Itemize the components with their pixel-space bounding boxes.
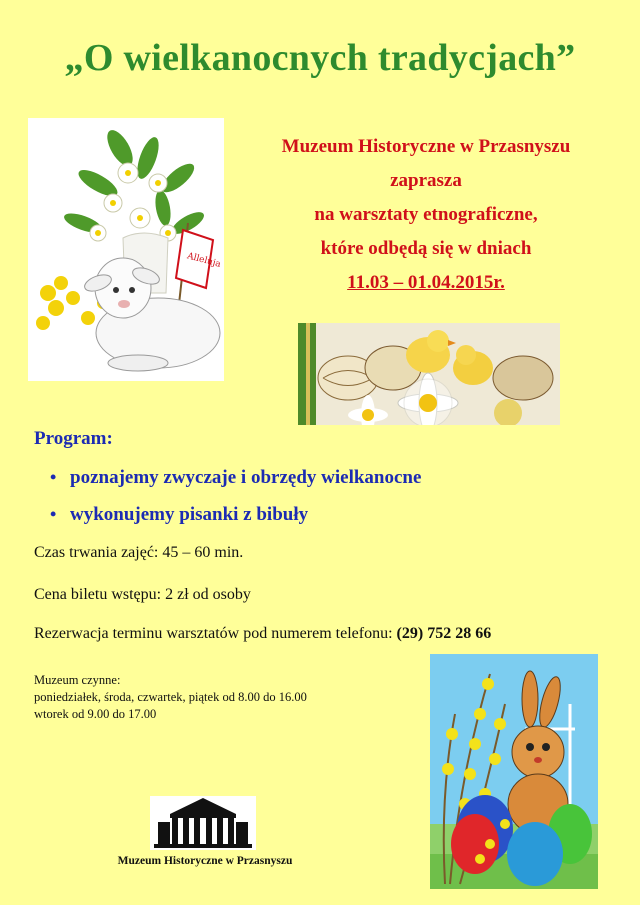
reservation-label: Rezerwacja terminu warsztatów pod numerem telefonu:: [34, 625, 393, 642]
program-item: • wykonujemy pisanki z bibuły: [50, 499, 421, 536]
invitation-line-workshops: na warsztaty etnograficzne,: [314, 204, 538, 225]
bunny-illustration: [430, 654, 598, 889]
opening-hours: [34, 672, 307, 723]
phone-number: (29) 752 28 66: [396, 625, 492, 642]
lamb-illustration: [28, 118, 224, 381]
program-list: [50, 462, 421, 536]
hours-heading: Muzeum czynne:: [34, 673, 121, 687]
invitation-dates: 11.03 – 01.04.2015r.: [347, 272, 505, 293]
program-item: • poznajemy zwyczaje i obrzędy wielkanocne: [50, 462, 421, 499]
invitation-block: [226, 130, 626, 300]
hours-line: poniedziałek, środa, czwartek, piątek od 8.00 do 16.00: [34, 690, 307, 704]
program-heading: Program:: [34, 428, 113, 449]
chicks-eggs-photo: [298, 323, 560, 425]
invitation-line-museum: Muzeum Historyczne w Przasnyszu: [281, 136, 571, 157]
museum-logo: [150, 796, 256, 850]
invitation-line-when: które odbędą się w dniach: [320, 238, 532, 259]
logo-caption: Muzeum Historyczne w Przasnyszu: [117, 855, 293, 867]
banner-text: Alleluja: [185, 251, 222, 270]
reservation-text: [34, 625, 491, 643]
invitation-line-invites: zaprasza: [390, 170, 462, 191]
page-title: „O wielkanocnych tradycjach”: [64, 37, 576, 79]
hours-line: wtorek od 9.00 do 17.00: [34, 707, 157, 721]
duration-text: Czas trwania zajęć: 45 – 60 min.: [34, 544, 244, 561]
price-text: Cena biletu wstępu: 2 zł od osoby: [34, 586, 251, 603]
